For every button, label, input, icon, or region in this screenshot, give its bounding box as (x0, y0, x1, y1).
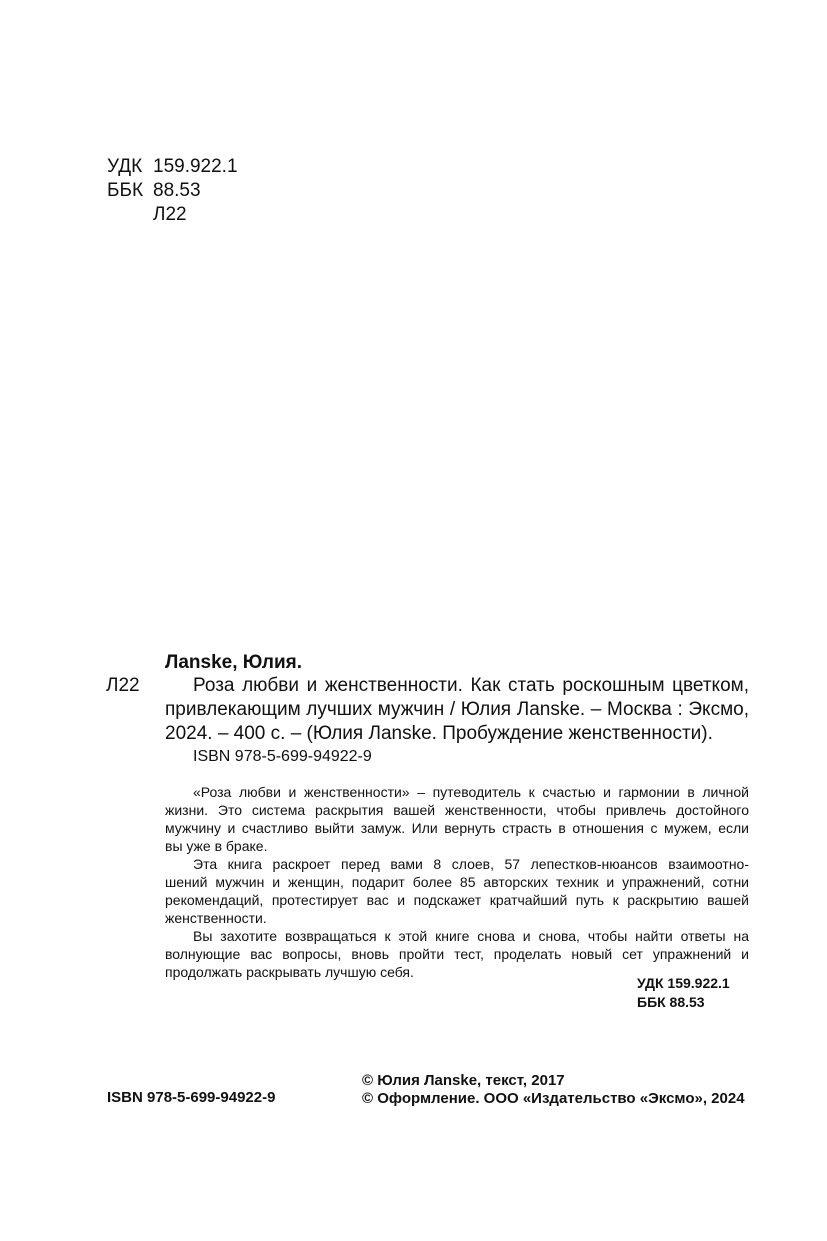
author-sign-top: Л22 (153, 204, 187, 225)
udk-bottom: УДК 159.922.1 (637, 975, 730, 991)
isbn-bottom: ISBN 978-5-699-94922-9 (107, 1089, 276, 1106)
udk-line (107, 155, 238, 179)
annotation-line: продолжать раскрывать лучшую себя. (165, 964, 414, 980)
author-sign-top-line (107, 203, 187, 227)
annotation-paragraph (165, 855, 749, 927)
author-heading: Лanske, Юлия. (165, 652, 302, 673)
annotation-line: волнующие вас вопросы, вновь пройти тест, проделать новый сет упражнений и (165, 946, 749, 962)
annotation-line: шений мужчин и женщин, подарит более 85 авторских техник и упражнений, сотни (165, 874, 749, 890)
annotation-paragraph (165, 927, 749, 981)
bibliographic-description (165, 674, 749, 746)
annotation-line: рекомендаций, протестирует вас и подскажет кратчайший путь к раскрытию вашей (165, 892, 749, 908)
copyright-design: © Оформление. ООО «Издательство «Эксмо», 2024 (362, 1090, 745, 1107)
annotation-line: Вы захотите возвращаться к этой книге снова и снова, чтобы найти ответы на (193, 928, 749, 944)
udk-label: УДК (107, 156, 143, 177)
biblio-line: 2024. – 400 с. – (Юлия Лanske. Пробуждение женственности). (165, 723, 713, 744)
biblio-line: Роза любви и женственности. Как стать роскошным цветком, (193, 675, 749, 696)
copyright-text: © Юлия Лanske, текст, 2017 (362, 1072, 565, 1089)
annotation-line: «Роза любви и женственности» – путеводитель к счастью и гармонии в личной (193, 784, 749, 800)
annotation-line: вы уже в браке. (165, 838, 268, 854)
annotation-line: жизни. Это система раскрытия вашей женственности, чтобы привлечь достойного (165, 802, 749, 818)
author-sign: Л22 (106, 675, 140, 696)
annotation-line: мужчину и счастливо выйти замуж. Или вернуть страсть в отношения с мужем, если (165, 820, 749, 836)
annotation-paragraph (165, 783, 749, 855)
annotation-line: женственности. (165, 910, 267, 926)
bbk-value: 88.53 (153, 180, 201, 201)
annotation (165, 783, 749, 981)
bbk-line (107, 179, 201, 203)
isbn-inner: ISBN 978-5-699-94922-9 (193, 748, 372, 765)
annotation-line: Эта книга раскроет перед вами 8 слоев, 57 лепестков-нюансов взаимоотно- (193, 856, 749, 872)
udk-value: 159.922.1 (153, 156, 238, 177)
bbk-label: ББК (107, 180, 144, 201)
bbk-bottom: ББК 88.53 (637, 994, 705, 1010)
biblio-line: привлекающим лучших мужчин / Юлия Лanske. – Москва : Эксмо, (165, 699, 749, 720)
